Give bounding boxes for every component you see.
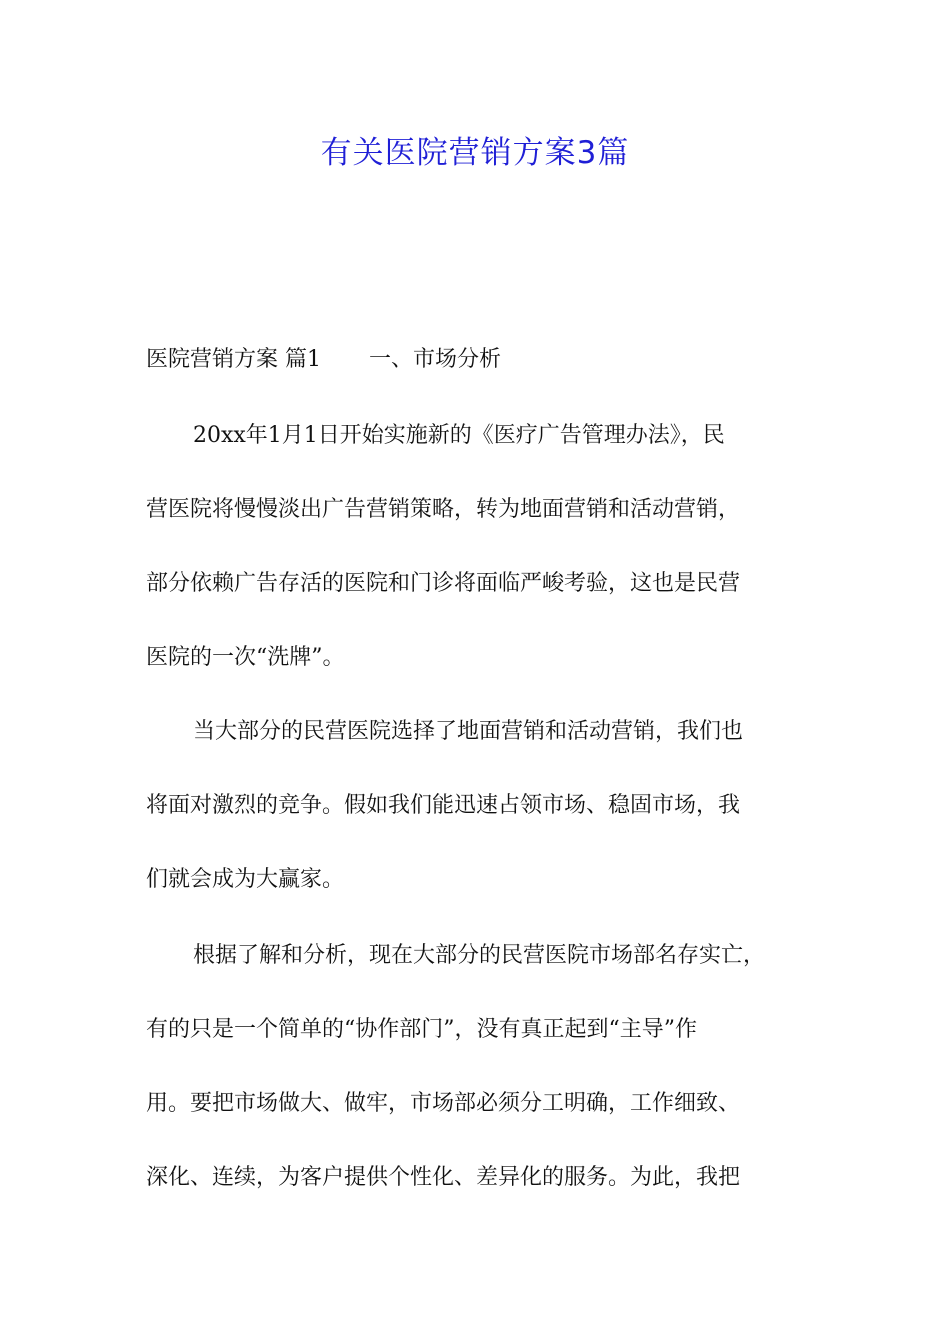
section-label: 医院营销方案 篇1 <box>146 347 321 372</box>
paragraph-2-line-3: 们就会成为大赢家。 <box>146 867 345 892</box>
paragraph-2-line-1: 当大部分的民营医院选择了地面营销和活动营销，我们也 <box>193 719 744 744</box>
paragraph-1-line-1: 20xx年1月1日开始实施新的《医疗广告管理办法》，民 <box>193 423 725 448</box>
paragraph-2-line-2: 将面对激烈的竞争。假如我们能迅速占领市场、稳固市场，我 <box>146 793 741 818</box>
paragraph-1-line-2: 营医院将慢慢淡出广告营销策略，转为地面营销和活动营销， <box>146 497 741 522</box>
paragraph-3-line-3: 用。要把市场做大、做牢，市场部必须分工明确，工作细致、 <box>146 1091 741 1116</box>
document-title: 有关医院营销方案3篇 <box>320 135 630 171</box>
section-heading: 一、市场分析 <box>369 347 502 372</box>
paragraph-1-line-3: 部分依赖广告存活的医院和门诊将面临严峻考验，这也是民营 <box>146 571 741 596</box>
paragraph-3-line-2: 有的只是一个简单的“协作部门”，没有真正起到“主导”作 <box>146 1017 697 1042</box>
paragraph-3-line-4: 深化、连续，为客户提供个性化、差异化的服务。为此，我把 <box>146 1165 741 1190</box>
paragraph-3-line-1: 根据了解和分析，现在大部分的民营医院市场部名存实亡， <box>193 943 766 968</box>
paragraph-1-line-4: 医院的一次“洗牌”。 <box>146 645 345 670</box>
section-heading-line <box>146 342 816 378</box>
